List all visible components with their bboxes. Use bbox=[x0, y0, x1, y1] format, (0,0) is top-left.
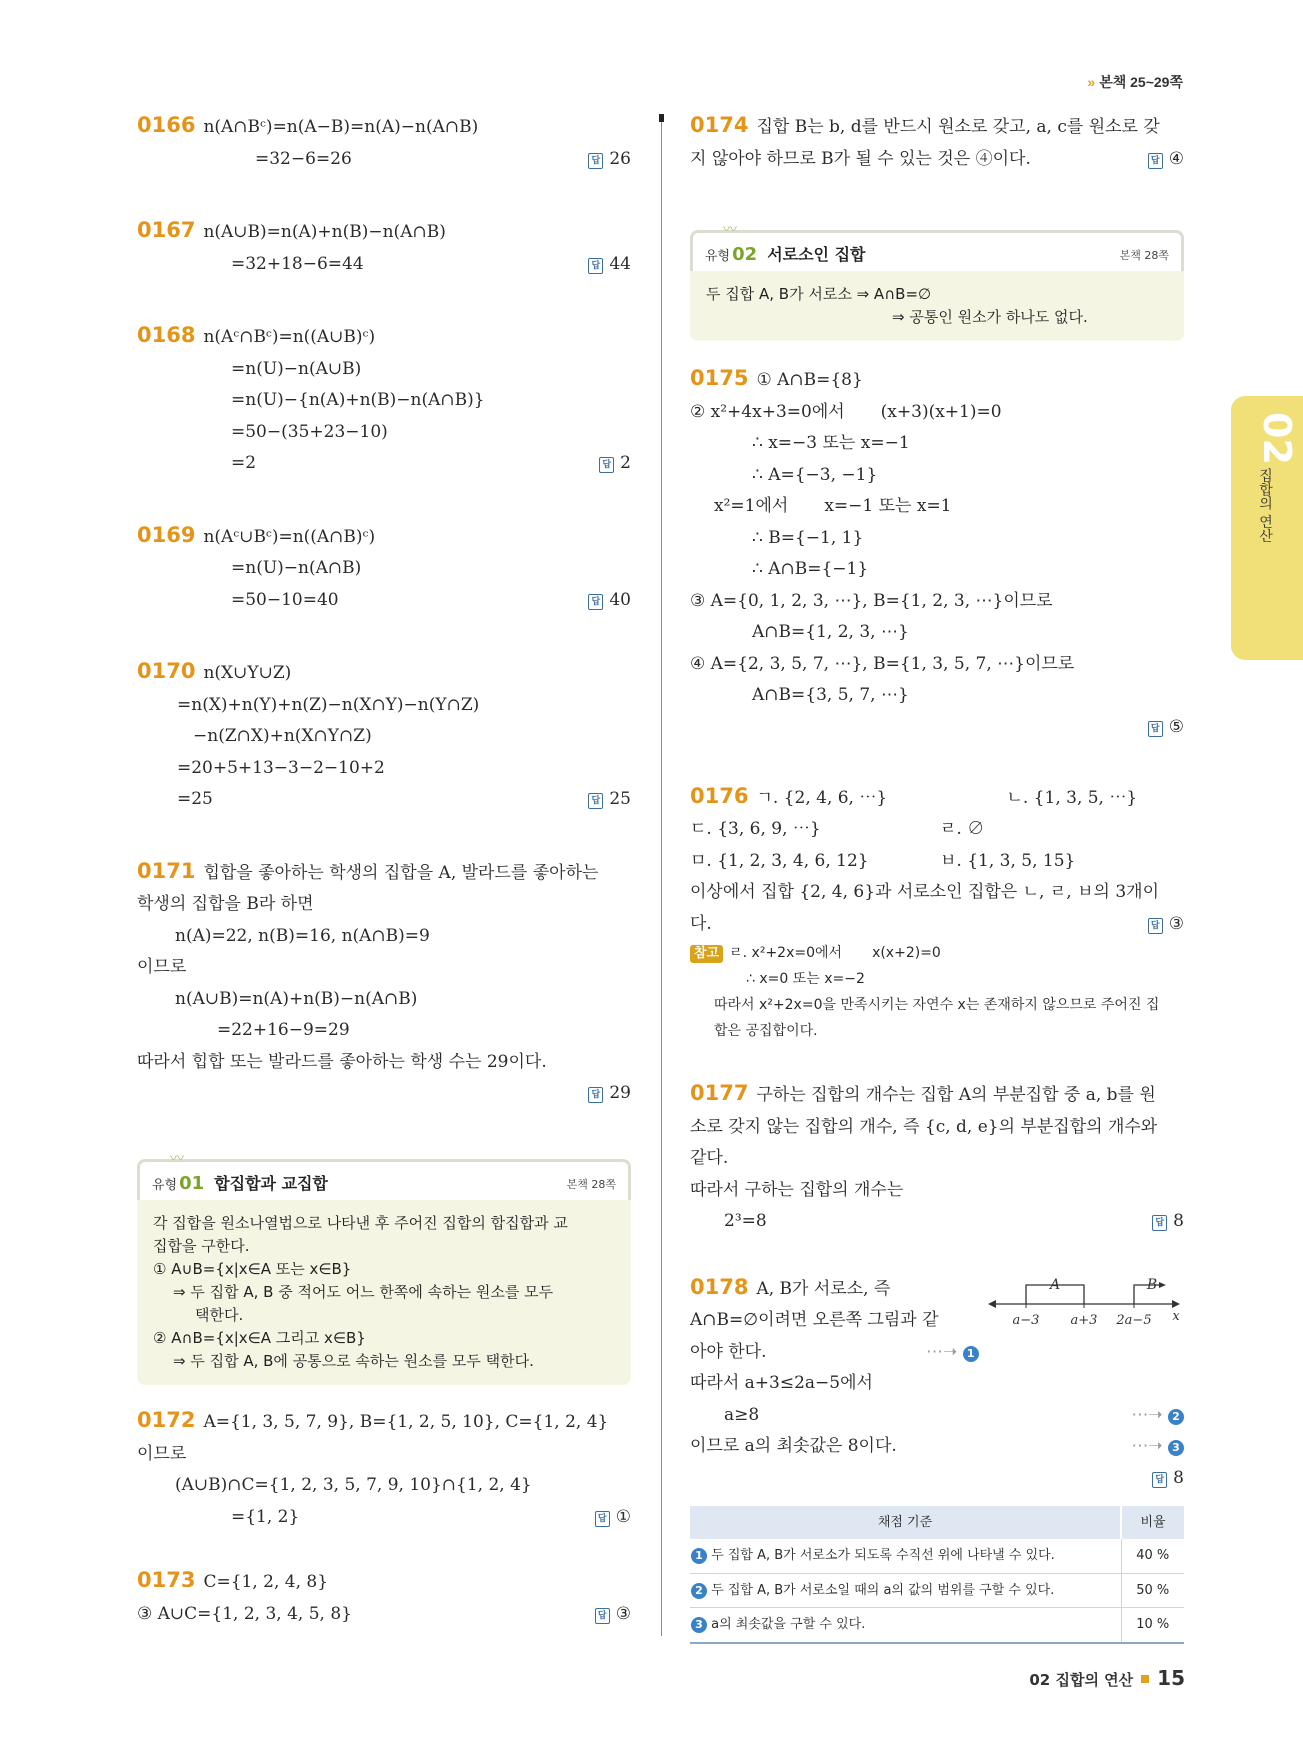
answer: 답 ③ bbox=[1148, 909, 1184, 941]
answer: 답 26 bbox=[588, 144, 631, 176]
left-column bbox=[137, 110, 631, 1630]
page-reference: » 본책 25~29쪽 bbox=[1087, 74, 1183, 90]
problem-0172: 0172 A={1, 3, 5, 7, 9}, B={1, 2, 5, 10}, C={1, 2, 4} 이므로 (A∪B)∩C={1, 2, 3, 5, 7, 9, 10}∩{1, 2, 4} ={1, 2} 답 ① bbox=[137, 1405, 631, 1533]
answer-icon: 답 bbox=[1152, 1472, 1167, 1488]
answer-icon: 답 bbox=[599, 457, 614, 473]
answer: 답 2 bbox=[599, 448, 631, 480]
dotted-arrow-icon: ⋯➝ bbox=[1131, 1436, 1163, 1456]
problem-0175: 0175 ① A∩B={8} ② x²+4x+3=0에서 (x+3)(x+1)=0 ∴ x=−3 또는 x=−1 ∴ A={−3, −1} x²=1에서 x=−1 또는 x=1 ∴ B={−1, 1} ∴ A∩B={−1} ③ A={0, 1, 2, 3, ⋯}, B={1, 2, 3, ⋯}이므로 A∩B={1, 2, 3, ⋯} ④ A={2, 3, 5, 7, ⋯}, B={1, 3, 5, 7, ⋯}이므로 A∩B={3, 5, 7, ⋯} 답 ⑤ bbox=[690, 363, 1184, 743]
dotted-arrow-icon: ⋯➝ bbox=[926, 1341, 958, 1362]
tick-2a-minus-5: 2a−5 bbox=[1116, 1312, 1152, 1328]
grading-header-rate: 비율 bbox=[1121, 1506, 1184, 1540]
note-tag: 참고 bbox=[690, 945, 723, 963]
wave-icon: 〰 bbox=[723, 222, 734, 238]
grading-row: 3 a의 최솟값을 구할 수 있다. 10 % bbox=[690, 1608, 1184, 1643]
problem-0166: 0166 n(A∩Bᶜ)=n(A−B)=n(A)−n(A∩B) =32−6=26 답 26 bbox=[137, 110, 631, 175]
problem-0171: 0171 힙합을 좋아하는 학생의 집합을 A, 발라드를 좋아하는 학생의 집합을 B라 하면 n(A)=22, n(B)=16, n(A∩B)=9 이므로 n(A∪B)=n(A)+n(B)−n(A∩B) =22+16−9=29 따라서 힙합 또는 발라드를 좋아하는 학생 수는 29이다. 답 29 bbox=[137, 856, 631, 1110]
answer: 답 44 bbox=[588, 249, 631, 281]
answer-icon: 답 bbox=[588, 258, 603, 274]
step-3-icon: 3 bbox=[1168, 1440, 1184, 1456]
square-bullet-icon bbox=[1141, 1675, 1149, 1683]
answer-icon: 답 bbox=[588, 793, 603, 809]
type-01-tip: 각 집합을 원소나열법으로 나타낸 후 주어진 집합의 합집합과 교 집합을 구한다. ① A∪B={x|x∈A 또는 x∈B} ⇒ 두 집합 A, B 중 적어도 어느 한쪽에 속하는 원소를 모두 택한다. ② A∩B={x|x∈A 그리고 x∈B} ⇒ 두 집합 A, B에 공통으로 속하는 원소를 모두 택한다. bbox=[137, 1200, 631, 1385]
problem-0168: 0168 n(Aᶜ∩Bᶜ)=n((A∪B)ᶜ) =n(U)−n(A∪B) =n(U)−{n(A)+n(B)−n(A∩B)} =50−(35+23−10) =2 답 2 bbox=[137, 320, 631, 480]
answer-icon: 답 bbox=[1148, 153, 1163, 169]
dotted-arrow-icon: ⋯➝ bbox=[1131, 1404, 1163, 1425]
type-01-header: 〰 유형 01 합집합과 교집합 본책 28쪽 bbox=[137, 1159, 631, 1200]
answer-icon: 답 bbox=[595, 1608, 610, 1624]
page-number: 15 bbox=[1157, 1666, 1185, 1690]
step-1-icon: 1 bbox=[963, 1346, 979, 1362]
answer: 답 ④ bbox=[1148, 144, 1184, 176]
type-02-box bbox=[690, 222, 1184, 341]
label-A: A bbox=[1049, 1276, 1061, 1293]
answer: 답 29 bbox=[588, 1078, 631, 1110]
type-01-box bbox=[137, 1151, 631, 1385]
chapter-number: 02 bbox=[1255, 412, 1299, 465]
grading-row: 2 두 집합 A, B가 서로소일 때의 a의 값의 범위를 구할 수 있다. 50 % bbox=[690, 1573, 1184, 1608]
double-chevron-icon: » bbox=[1087, 74, 1096, 90]
grading-row: 1 두 집합 A, B가 서로소가 되도록 수직선 위에 나타낼 수 있다. 40 % bbox=[690, 1539, 1184, 1573]
arrow-right-icon bbox=[1172, 1300, 1180, 1308]
arrow-left-icon bbox=[988, 1300, 996, 1308]
problem-0169: 0169 n(Aᶜ∪Bᶜ)=n((A∩B)ᶜ) =n(U)−n(A∩B) =50−10=40 답 40 bbox=[137, 520, 631, 617]
answer: 답 ③ bbox=[595, 1599, 631, 1631]
axis-x-label: x bbox=[1172, 1308, 1180, 1324]
tick-a-minus-3: a−3 bbox=[1012, 1312, 1040, 1328]
label-B: B bbox=[1146, 1276, 1158, 1293]
problem-0176: 0176 ㄱ. {2, 4, 6, ⋯} ㄴ. {1, 3, 5, ⋯} ㄷ. {3, 6, 9, ⋯} ㄹ. ∅ ㅁ. {1, 2, 3, 4, 6, 12} ㅂ. {1, 3, 5, 15} 이상에서 집합 {2, 4, 6}과 서로소인 집합은 ㄴ, ㄹ, ㅂ의 3개이 다. 답 ③ 참고 ㄹ. x²+2x=0에서 x(x+2)=0 ∴ x=0 또는 x=−2 따라서 x²+2x=0을 만족시키는 자연수 x는 존재하지 않으므로 주어진 집 합은 공집합이다. bbox=[690, 781, 1184, 1045]
answer-icon: 답 bbox=[1148, 918, 1163, 934]
type-02-tip: 두 집합 A, B가 서로소 ⇒ A∩B=∅ ⇒ 공통인 원소가 하나도 없다. bbox=[690, 271, 1184, 341]
answer: 답 8 bbox=[1152, 1206, 1184, 1238]
answer: 답 ⑤ bbox=[1148, 712, 1184, 744]
note-block: 참고 ㄹ. x²+2x=0에서 x(x+2)=0 ∴ x=0 또는 x=−2 따라서 x²+2x=0을 만족시키는 자연수 x는 존재하지 않으므로 주어진 집 합은 공집합이다. bbox=[690, 940, 1184, 1044]
tick-a-plus-3: a+3 bbox=[1070, 1312, 1098, 1328]
right-column bbox=[690, 110, 1184, 1644]
problem-0177: 0177 구하는 집합의 개수는 집합 A의 부분집합 중 a, b를 원 소로 갖지 않는 집합의 개수, 즉 {c, d, e}의 부분집합의 개수와 같다. 따라서 구하는 집합의 개수는 2³=8 답 8 bbox=[690, 1078, 1184, 1238]
answer-icon: 답 bbox=[588, 1087, 603, 1103]
answer: 답 8 bbox=[1152, 1463, 1184, 1495]
problem-0174: 0174 집합 B는 b, d를 반드시 원소로 갖고, a, c를 원소로 갖 지 않아야 하므로 B가 될 수 있는 것은 ④이다. 답 ④ bbox=[690, 110, 1184, 175]
answer: 답 ① bbox=[595, 1502, 631, 1534]
answer-icon: 답 bbox=[1148, 721, 1163, 737]
answer-icon: 답 bbox=[1152, 1215, 1167, 1231]
page-footer: 02 집합의 연산 15 bbox=[1029, 1666, 1185, 1690]
column-divider bbox=[661, 116, 662, 1636]
problem-0178: A B a−3 a+3 2a−5 x 0178 A, B가 서로소, 즉 A∩B=∅이려면 오른쪽 그림과 같 아야 한다. ⋯➝ 1 따라서 a+3≤2a−5에서 a≥8 ⋯➝ 2 이므로 a의 최솟값은 8이다. ⋯➝ 3 답 8 채점 기준 비율 1 두 집합 A, B가 서로소가 되도록 수직선 위에 나타낼 수 있다. 40 % 2 두 집합 A, B가 서로소일 때의 a의 값의 범위를 구할 수 있다. 50 % 3 a의 최솟값을 구할 수 있다. 10 % bbox=[690, 1272, 1184, 1644]
answer-icon: 답 bbox=[595, 1511, 610, 1527]
problem-0170: 0170 n(X∪Y∪Z) =n(X)+n(Y)+n(Z)−n(X∩Y)−n(Y∩Z) −n(Z∩X)+n(X∩Y∩Z) =20+5+13−3−2−10+2 =25 답 25 bbox=[137, 656, 631, 816]
chapter-side-tab bbox=[1231, 396, 1303, 660]
divider-marker bbox=[659, 114, 664, 122]
grading-header-criteria: 채점 기준 bbox=[690, 1506, 1121, 1540]
type-02-header: 〰 유형 02 서로소인 집합 본책 28쪽 bbox=[690, 230, 1184, 271]
problem-0167: 0167 n(A∪B)=n(A)+n(B)−n(A∩B) =32+18−6=44 답 44 bbox=[137, 215, 631, 280]
wave-icon: 〰 bbox=[170, 1151, 181, 1167]
answer: 답 25 bbox=[588, 784, 631, 816]
answer-icon: 답 bbox=[588, 153, 603, 169]
step-2-icon: 2 bbox=[1168, 1409, 1184, 1425]
chapter-title: 집합의 연산 bbox=[1257, 468, 1273, 543]
answer-icon: 답 bbox=[588, 594, 603, 610]
problem-0173: 0173 C={1, 2, 4, 8} ③ A∪C={1, 2, 3, 4, 5, 8} 답 ③ bbox=[137, 1565, 631, 1630]
answer: 답 40 bbox=[588, 585, 631, 617]
number-line-figure bbox=[984, 1272, 1184, 1330]
grading-table bbox=[690, 1506, 1184, 1644]
